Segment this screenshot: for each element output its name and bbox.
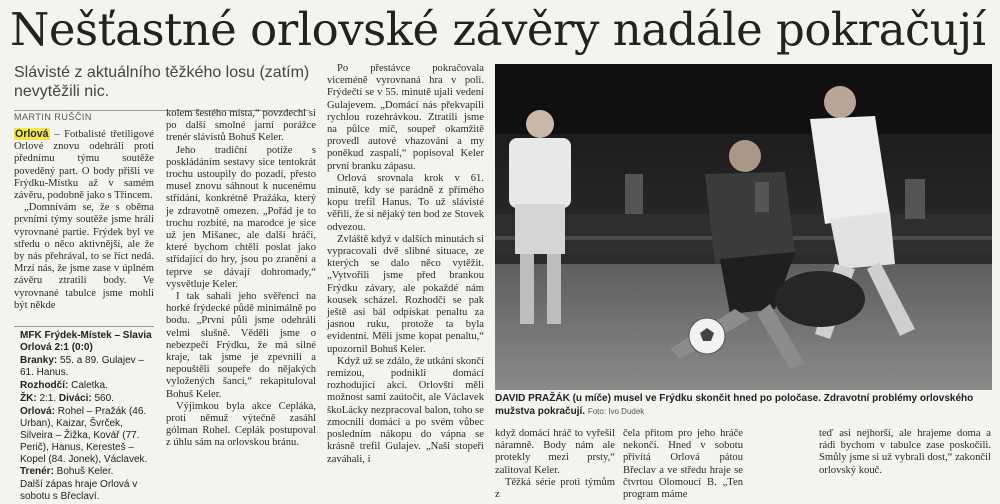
- result-box-rule: [14, 326, 154, 327]
- match-photo-image: [495, 64, 992, 390]
- place-tag: Orlová: [15, 128, 49, 140]
- next-match-line: Další zápas hraje Orlová v sobotu s Břeclaví.: [20, 479, 138, 502]
- lead-paragraph: Orlová – Fotbalisté třetiligové Orlové znovu odehráli proti přednímu týmu soutěže poveděný part. O body přišli ve Frýdku-Místku až v samém závěru, podobně jako s Třincem.: [14, 128, 154, 202]
- paragraph: Zvláště když v dalších minutách si vypracovali dvě slibné situace, ze kterých se dalo něco vytěžit. „Vytvořili jsme před brankou Frýdku závary, ale pokaždé nám kousek scházel. Rozhodčí se pak ještě asi bál odpískat penaltu za jasnou ruku, protože ta byla evidentní. Měli jsme kopat penaltu,“ upozornil Bohuš Keler.: [327, 233, 484, 355]
- goals-line: Branky: 55. a 89. Gulajev – 61. Hanus.: [20, 355, 144, 378]
- paragraph: když domácí hráč to vyřešil náramně. Body nám ale protekly mezi prsty,“ zalitoval Keler.: [495, 428, 615, 476]
- match-photo: [495, 64, 992, 390]
- caption-text: (u míče) musel ve Frýdku skončit hned po poločase. Zdravotní problémy orlovského mužstva pokračují.: [495, 393, 974, 417]
- article-column-5: [623, 428, 743, 501]
- result-box-title: MFK Frýdek-Místek – Slavia Orlová 2:1 (0:0): [20, 330, 152, 353]
- paragraph: Jeho tradiční potíže s poskládáním sestavy sice tentokrát trochu ustoupily do pozadí, přesto musel znovu sáhnout k nucenému střídání, konkrétně Pražáka, který je zdravotně omezen. „Pořád je to trochu rozbité, na marodce je sice už jen Mišanec, ale další hráči, které bychom chtěli poslat jako střídající do hry, jsou po zranění a teprve se dávají dohromady,“ vysvětluje Keler.: [166, 144, 316, 290]
- cards-attendance-line: ŽK: 2:1. Diváci: 560.: [20, 393, 114, 404]
- author-byline: MARTIN RUŠČIN: [14, 112, 92, 122]
- soccer-ball-icon: [689, 318, 725, 354]
- lineup-line: Orlová: Rohel – Pražák (46. Urban), Kaizar, Švrček, Silveira – Žižka, Kovář (77. Perič), Hanus, Keresteš – Kopel (84. Jonek), Václavek. Trenér: Bohuš Keler.: [20, 406, 148, 477]
- article-column-1: [14, 128, 154, 312]
- player-dark-ground: [775, 271, 865, 327]
- headline: Nešťastné orlovské závěry nadále pokračují: [10, 3, 986, 56]
- photo-caption: [495, 393, 992, 418]
- paragraph: Po přestávce pokračovala viceméně vyrovnaná hra v poli. Frýdečtí se v 55. minutě ujali vedení Gulajevem. „Domácí nás překvapili rychlou rozehrávkou. Ztratili jsme na půlce míč, soupeř okamžitě provedl autové vhazování a my poněkud zaspali,“ popisoval Keler první branku zápasu.: [327, 63, 484, 172]
- subhead: Slávisté z aktuálního těžkého losu (zatím) nevytěžili nic.: [14, 64, 310, 100]
- article-column-2: [166, 108, 316, 450]
- paragraph: Výjimkou byla akce Cepláka, proti němuž výtečně zasáhl gólman Rohel. Ceplák postupoval z úhlu sám na orlovskou bránu.: [166, 400, 316, 449]
- article-column-3: [327, 63, 484, 466]
- paragraph: I tak sahali jeho svěřenci na horké frýdecké půdě minimálně po bodu. „První půli jsme odehráli velmi slušně. Věděli jsme o nebezpečí Frýdku, že má silné kraje, tak jsme je zpevnili a nepouštěli soupeře do nějakých vyložených šancí,“ rekapituloval Bohuš Keler.: [166, 291, 316, 400]
- paragraph: teď asi nejhorší, ale hrajeme doma a rádi bychom v tabulce zase poskočili. Smůly jsme si už vybrali dost,“ zakončil orlovský kouč.: [819, 428, 991, 476]
- paragraph: kolem šestého místa,“ povzdechl si po další smolné jarní porážce trenér slávistů Bohuš Keler.: [166, 108, 316, 144]
- caption-name: DAVID PRAŽÁK: [495, 393, 570, 404]
- article-column-4: [495, 428, 615, 501]
- photo-credit: Foto: Ivo Dudek: [587, 406, 645, 416]
- paragraph: čela přitom pro jeho hráče nekončí. Hned v sobotu přivítá Orlová pátou Břeclav a ve středu hraje se čtvrtou Olomoucí B. „Ten program máme: [623, 428, 743, 501]
- paragraph: Orlová srovnala krok v 61. minutě, kdy se parádně z přímého kopu trefil Hanus. To už slávisté věřili, že si nějaký ten bod ze Stovek odvezou.: [327, 172, 484, 233]
- paragraph: Když už se zdálo, že utkání skončí remízou, podnikli domácí rozhodující akci. Orlovští měli možnost sami zaútočit, ale Václavek škoLácky nezpracoval balon, toho se zmocnili domácí a po svém vůbec posledním nákopu do vápna se krásně trefil Gulajev. „Naši stopeři zaváhali, i: [327, 355, 484, 465]
- article-column-6: [819, 428, 991, 477]
- paragraph: „Domnívám se, že s oběma prvními týmy soutěže jsme hráli vyrovnané partie. Frýdek byl ve středu o něco aktivnější, ale že by nás přehrával, to se říct nedá. Mrzí nás, že jsme zase v úplném závěru ztratili body. Ve vyrovnané tabulce jsme mohli být někde: [14, 202, 154, 311]
- paragraph: Těžká série proti týmům z: [495, 476, 615, 501]
- referee-line: Rozhodčí: Caletka.: [20, 380, 108, 391]
- result-box: [20, 330, 154, 504]
